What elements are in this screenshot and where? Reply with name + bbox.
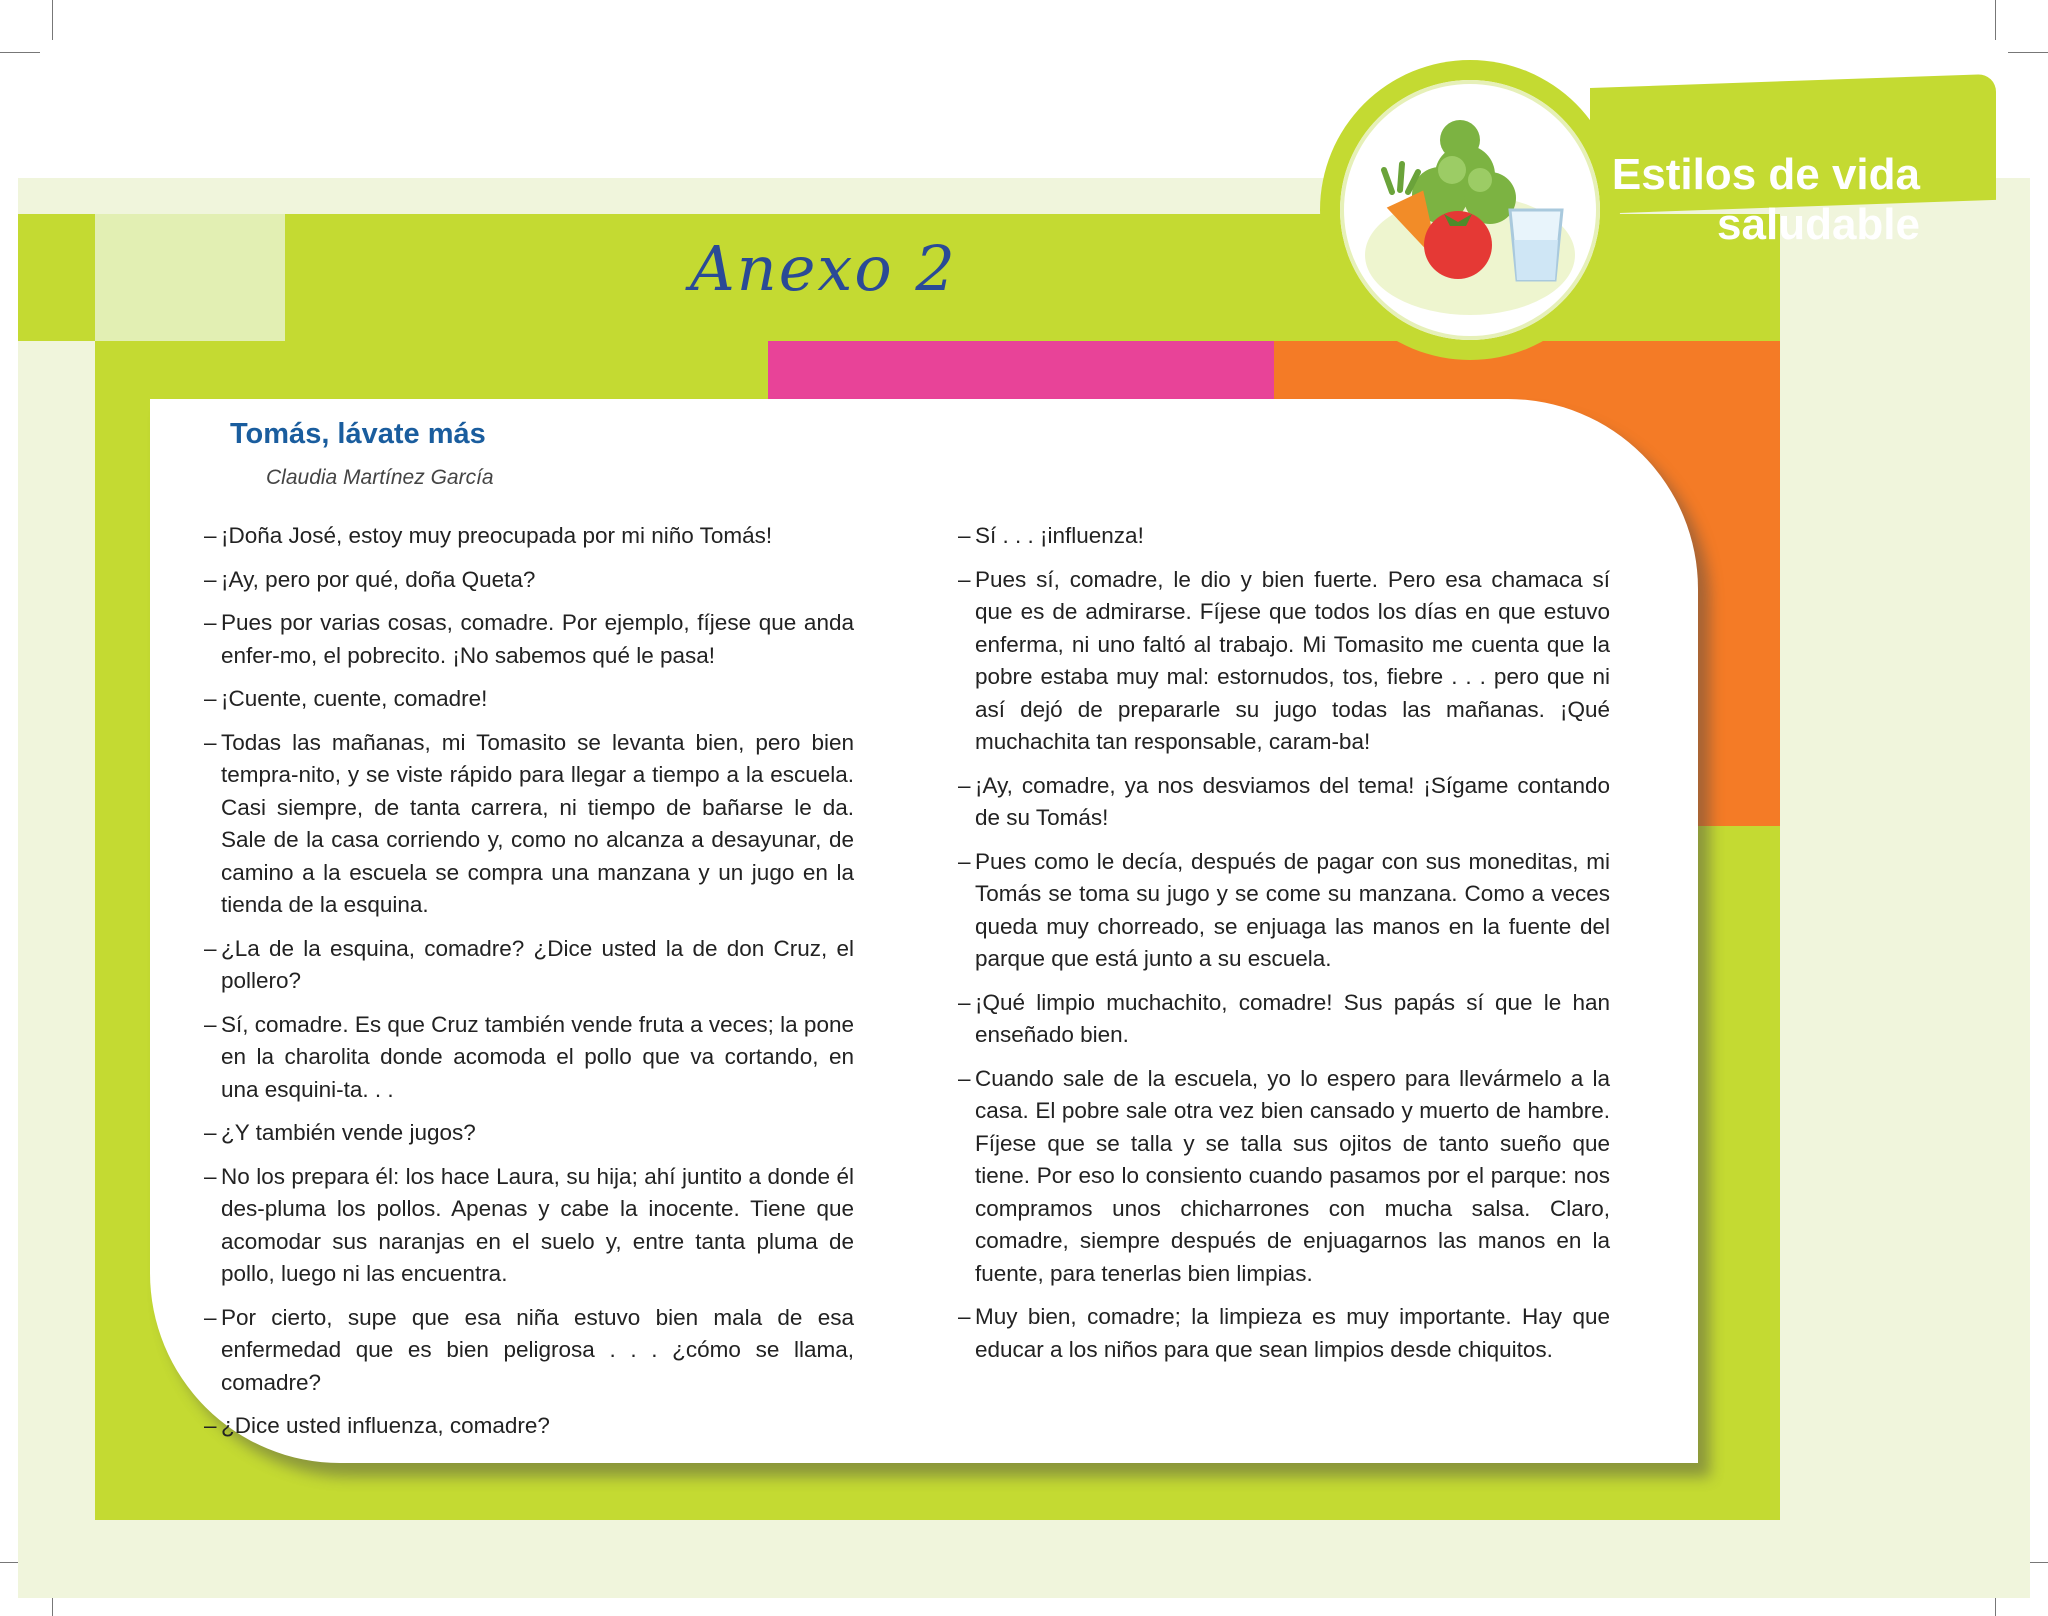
- section-title: Estilos de vida saludable: [1611, 150, 1920, 249]
- dialogue-line: [958, 1301, 1610, 1366]
- dialogue-line: [958, 987, 1610, 1052]
- pink-accent-band: [768, 341, 1274, 399]
- page-title: Anexo 2: [690, 232, 957, 305]
- dialogue-line: [204, 1410, 854, 1443]
- green-header-strip: [18, 214, 95, 341]
- dialogue-dash: –: [204, 1120, 217, 1145]
- dialogue-line: [958, 1063, 1610, 1291]
- dialogue-line: [204, 1117, 854, 1150]
- dialogue-dash: –: [204, 1304, 217, 1330]
- dialogue-dash: –: [958, 989, 971, 1015]
- dialogue-text: ¿La de la esquina, comadre? ¿Dice usted la de don Cruz, el pollero?: [221, 935, 854, 993]
- crop-mark: [52, 0, 53, 40]
- dialogue-dash: –: [958, 1304, 971, 1329]
- dialogue-dash: –: [958, 772, 971, 798]
- dialogue-text: ¿Y también vende jugos?: [221, 1120, 476, 1145]
- dialogue-dash: –: [958, 523, 971, 548]
- dialogue-dash: –: [204, 1163, 217, 1189]
- dialogue-dash: –: [204, 729, 217, 755]
- dialogue-dash: –: [958, 1065, 971, 1091]
- dialogue-line: [958, 520, 1610, 553]
- crop-mark: [2008, 52, 2048, 53]
- dialogue-line: [204, 564, 854, 597]
- dialogue-text: Pues como le decía, después de pagar con sus moneditas, mi Tomás se toma su jugo y se come su manzana. Como a veces queda muy chorreado, se enjuaga las manos en la fuente del parque que está junto a su escuela.: [975, 848, 1610, 971]
- decorative-square: [95, 214, 285, 341]
- crop-mark: [1995, 0, 1996, 40]
- dialogue-dash: –: [204, 1413, 217, 1438]
- dialogue-text: Pues por varias cosas, comadre. Por ejemplo, fíjese que anda enfer-mo, el pobrecito. ¡No sabemos qué le pasa!: [221, 610, 854, 668]
- dialogue-text: ¿Dice usted influenza, comadre?: [221, 1413, 550, 1438]
- story-column-left: [204, 520, 854, 1454]
- dialogue-line: [204, 1302, 854, 1400]
- dialogue-text: ¡Doña José, estoy muy preocupada por mi niño Tomás!: [221, 523, 773, 548]
- dialogue-line: [204, 607, 854, 672]
- dialogue-line: [204, 520, 854, 553]
- dialogue-dash: –: [958, 848, 971, 874]
- story-title: Tomás, lávate más: [230, 418, 486, 450]
- dialogue-text: Todas las mañanas, mi Tomasito se levanta bien, pero bien tempra-nito, y se viste rápido para llegar a tiempo a la escuela. Casi siempre, de tanta carrera, ni tiempo de bañarse le da. Sale de la casa corriendo y, como no alcanza a desayunar, de camino a la escuela se compra una manzana y un jugo en la tienda de la esquina.: [221, 729, 854, 917]
- dialogue-line: [958, 846, 1610, 976]
- dialogue-line: [204, 683, 854, 716]
- dialogue-text: ¡Ay, pero por qué, doña Queta?: [221, 566, 536, 592]
- dialogue-text: ¡Ay, comadre, ya nos desviamos del tema! ¡Sígame contando de su Tomás!: [975, 772, 1610, 830]
- dialogue-text: Pues sí, comadre, le dio y bien fuerte. Pero esa chamaca sí que es de admirarse. Fíjese que todos los días en que estuvo enferma, ni uno faltó al trabajo. Mi Tomasito me cuenta que la pobre estaba muy mal: estornudos, tos, fiebre . . . pero que ni así dejó de prepararle su jugo todas las mañanas. ¡Qué muchachita tan responsable, caram-ba!: [975, 566, 1610, 754]
- crop-mark: [0, 52, 40, 53]
- dialogue-dash: –: [204, 1011, 217, 1037]
- story-column-right: [958, 520, 1610, 1377]
- dialogue-line: [958, 770, 1610, 835]
- dialogue-line: [204, 727, 854, 922]
- dialogue-dash: –: [204, 610, 217, 635]
- dialogue-dash: –: [204, 566, 217, 592]
- dialogue-text: ¡Qué limpio muchachito, comadre! Sus papás sí que le han enseñado bien.: [975, 989, 1610, 1047]
- dialogue-dash: –: [958, 566, 971, 592]
- dialogue-line: [204, 1161, 854, 1291]
- dialogue-dash: –: [204, 686, 217, 711]
- dialogue-text: ¡Cuente, cuente, comadre!: [221, 686, 488, 711]
- dialogue-text: Por cierto, supe que esa niña estuvo bien mala de esa enfermedad que es bien peligrosa . . . ¿cómo se llama, comadre?: [221, 1304, 854, 1395]
- vegetables-and-water-icon: [1340, 80, 1600, 340]
- dialogue-line: [958, 564, 1610, 759]
- dialogue-dash: –: [204, 523, 217, 548]
- dialogue-text: Muy bien, comadre; la limpieza es muy importante. Hay que educar a los niños para que sean limpios desde chiquitos.: [975, 1304, 1610, 1362]
- dialogue-text: Cuando sale de la escuela, yo lo espero para llevármelo a la casa. El pobre sale otra vez bien cansado y muerto de hambre. Fíjese que se talla y se talla sus ojitos de tanto sueño que tiene. Por eso lo consiento cuando pasamos por el parque: nos compramos unos chicharrones con mucha salsa. Claro, comadre, siempre después de enjuagarnos las manos en la fuente, para tenerlas bien limpias.: [975, 1065, 1610, 1286]
- dialogue-text: Sí . . . ¡influenza!: [975, 523, 1144, 548]
- story-author: Claudia Martínez García: [266, 466, 494, 489]
- dialogue-line: [204, 933, 854, 998]
- dialogue-text: Sí, comadre. Es que Cruz también vende fruta a veces; la pone en la charolita donde acomoda el pollo que va cortando, en una esquini-ta. . .: [221, 1011, 854, 1102]
- dialogue-text: No los prepara él: los hace Laura, su hija; ahí juntito a donde él des-pluma los pollos. Apenas y cabe la inocente. Tiene que acomodar sus naranjas en el suelo y, entre tanta pluma de pollo, luego ni las encuentra.: [221, 1163, 854, 1286]
- dialogue-line: [204, 1009, 854, 1107]
- dialogue-dash: –: [204, 935, 217, 961]
